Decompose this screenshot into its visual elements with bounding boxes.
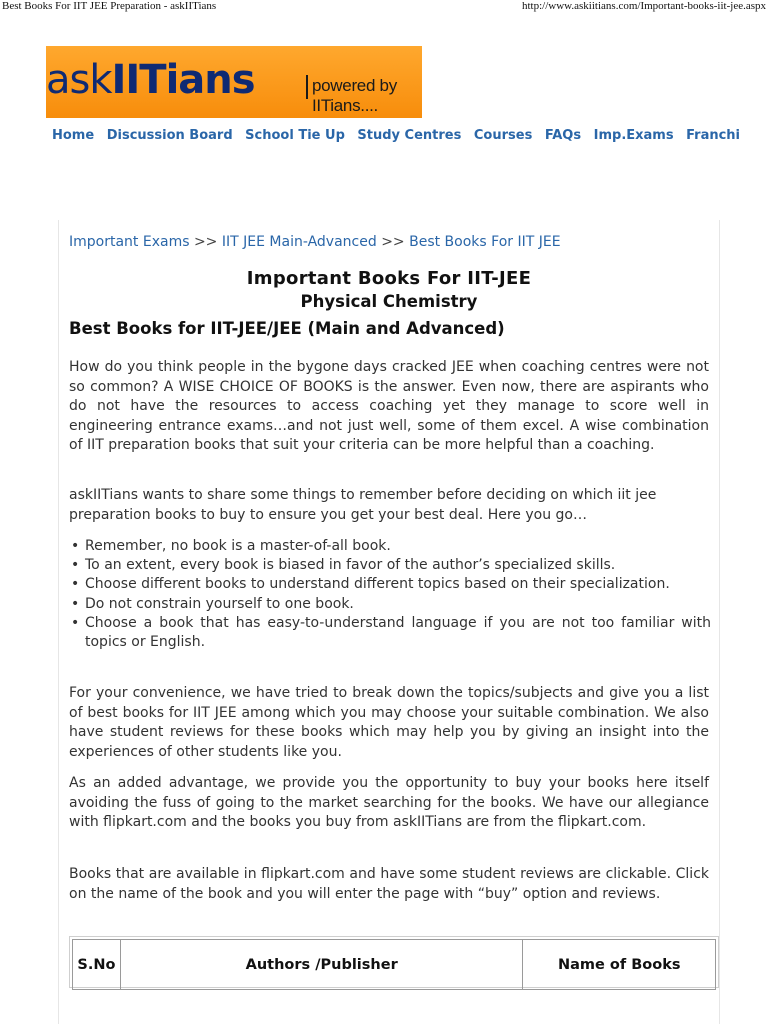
nav-item-faqs[interactable]: FAQs bbox=[544, 128, 582, 143]
breadcrumb-important-exams[interactable]: Important Exams bbox=[69, 234, 190, 250]
list-item: • Choose different books to understand different topics based on their specialization. bbox=[71, 575, 711, 594]
books-table bbox=[72, 939, 716, 990]
nav-item-courses[interactable]: Courses bbox=[473, 128, 533, 143]
books-table-frame bbox=[69, 936, 719, 988]
nav-item-study-centres[interactable]: Study Centres bbox=[357, 128, 462, 143]
list-item: • To an extent, every book is biased in favor of the author’s specialized skills. bbox=[71, 556, 711, 575]
table-header-row bbox=[73, 940, 716, 990]
intro-paragraph: How do you think people in the bygone days cracked JEE when coaching centres were not so common? A WISE CHOICE OF BOOKS is the answer. Even now, there are aspirants who do not have the resources to access coaching yet they manage to score well in engineering entrance exams…and not just well, some of them excel. A wise combination of IIT preparation books that suit your criteria can be more helpful than a coaching. bbox=[69, 359, 709, 453]
site-logo[interactable] bbox=[46, 46, 422, 118]
main-nav bbox=[52, 128, 741, 146]
logo-iitians-text: IITians bbox=[111, 57, 255, 103]
logo-ask-text: ask bbox=[46, 57, 112, 103]
share-paragraph: askIITians wants to share some things to remember before deciding on which iit jee preparation books to buy to ensure you get your best deal. Here you go… bbox=[69, 487, 657, 523]
logo-divider bbox=[306, 75, 308, 99]
page-title: Important Books For IIT-JEE bbox=[246, 268, 532, 289]
breadcrumb-separator: >> bbox=[193, 234, 218, 250]
nav-item-franchise[interactable]: Franchi bbox=[686, 128, 741, 143]
breadcrumb-separator: >> bbox=[381, 234, 405, 250]
breadcrumb bbox=[69, 234, 561, 250]
list-item: • Do not constrain yourself to one book. bbox=[71, 595, 711, 614]
advantage-paragraph: As an added advantage, we provide you the opportunity to buy your books here itself avoiding the fuss of going to the market searching for the books. We have our allegiance with flipkart.com and the books you buy from askIITians are from the flipkart.com. bbox=[69, 775, 709, 830]
logo-tagline: powered by IITians.... bbox=[312, 76, 397, 115]
column-header-authors: Authors /Publisher bbox=[120, 940, 523, 990]
breadcrumb-best-books[interactable]: Best Books For IIT JEE bbox=[409, 234, 561, 250]
list-item: • Remember, no book is a master-of-all book. bbox=[71, 537, 711, 556]
clickable-paragraph: Books that are available in flipkart.com and have some student reviews are clickable. Click on the name of the book and you will enter the page with “buy” option and reviews. bbox=[69, 866, 709, 902]
main-content bbox=[58, 220, 720, 1024]
page-subtitle: Physical Chemistry bbox=[300, 292, 478, 311]
nav-item-imp-exams[interactable]: Imp.Exams bbox=[593, 128, 674, 143]
column-header-books: Name of Books bbox=[523, 940, 716, 990]
breadcrumb-iit-jee-main-advanced[interactable]: IIT JEE Main-Advanced bbox=[221, 234, 377, 250]
nav-item-discussion-board[interactable]: Discussion Board bbox=[106, 128, 233, 143]
page-title-header: Best Books For IIT JEE Preparation - askIITians bbox=[2, 0, 217, 12]
section-heading: Best Books for IIT-JEE/JEE (Main and Advanced) bbox=[69, 319, 505, 338]
tips-list bbox=[71, 537, 711, 652]
nav-item-home[interactable]: Home bbox=[52, 128, 95, 143]
print-header bbox=[0, 0, 768, 14]
convenience-paragraph: For your convenience, we have tried to break down the topics/subjects and give you a list of best books for IIT JEE among which you may choose your suitable combination. We also have student reviews for these books which may help you by giving an insight into the experiences of other students like you. bbox=[69, 685, 709, 760]
nav-item-school-tie-up[interactable]: School Tie Up bbox=[245, 128, 345, 143]
logo-wordmark bbox=[46, 58, 255, 102]
page-url-header: http://www.askiitians.com/Important-books-iit-jee.aspx bbox=[522, 0, 766, 12]
column-header-sno: S.No bbox=[73, 940, 121, 990]
list-item: • Choose a book that has easy-to-understand language if you are not too familiar with topics or English. bbox=[71, 614, 711, 652]
